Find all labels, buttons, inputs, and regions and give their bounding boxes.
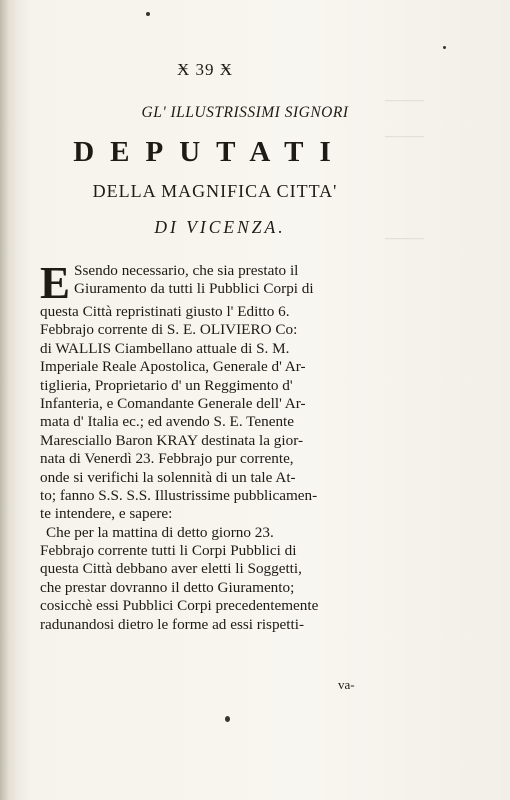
body-line: radunandosi dietro le forme ad essi rispetti- — [40, 615, 305, 633]
body-line: che prestar dovranno il detto Giuramento; — [40, 578, 295, 596]
body-line: Febbrajo corrente tutti li Corpi Pubblici di — [40, 542, 297, 560]
body-line: Maresciallo Baron KRAY destinata la gior- — [40, 431, 304, 449]
body-line: mata d' Italia ec.; ed avendo S. E. Tenente — [40, 413, 294, 431]
ink-speck — [225, 716, 230, 722]
body-line: cosicchè essi Pubblici Corpi precedentemente — [40, 597, 319, 615]
show-through-text: ——— — [385, 92, 424, 107]
body-line: di WALLIS Ciambellano attuale di S. M. — [40, 339, 290, 357]
body-line: nata di Venerdì 23. Febbrajo pur corrente, — [40, 450, 294, 468]
salutation-heading: GL' ILLUSTRISSIMI SIGNORI — [141, 104, 349, 121]
body-text — [40, 258, 380, 634]
subtitle-line-2: DI VICENZA. — [154, 217, 286, 237]
body-line: tiglieria, Proprietario d' un Reggimento d' — [40, 376, 293, 394]
subtitle-line-1: DELLA MAGNIFICA CITTA' — [92, 181, 338, 201]
body-line: Ssendo necessario, che sia prestato il — [74, 262, 299, 279]
body-line: onde si verifichi la solennità di un tale At- — [40, 468, 296, 486]
body-line: Giuramento da tutti li Pubblici Corpi di — [74, 280, 314, 298]
body-line: Che per la mattina di detto giorno 23. — [46, 523, 274, 541]
body-line: to; fanno S.S. S.S. Illustrissime pubblicamen- — [40, 486, 318, 504]
page-number: Ӿ 39 Ӿ — [176, 60, 234, 79]
drop-cap: E — [40, 258, 71, 308]
body-line: questa Città debbano aver eletti li Soggetti, — [40, 560, 302, 578]
body-line: Infanteria, e Comandante Generale dell' Ar- — [40, 394, 306, 412]
body-line: te intendere, e sapere: — [40, 505, 173, 523]
document-title: DEPUTATI — [73, 136, 347, 168]
ink-speck — [443, 46, 446, 49]
show-through-text: ——— — [385, 230, 424, 245]
body-line: Imperiale Reale Apostolica, Generale d' Ar- — [40, 358, 306, 376]
ink-speck — [146, 12, 150, 16]
page-edge-shadow — [0, 0, 16, 800]
catchword: va- — [338, 677, 355, 692]
body-line: questa Città repristinati giusto l' Editto 6. — [40, 303, 290, 320]
show-through-text: ——— — [385, 128, 424, 143]
body-line: Febbrajo corrente di S. E. OLIVIERO Co: — [40, 321, 298, 339]
